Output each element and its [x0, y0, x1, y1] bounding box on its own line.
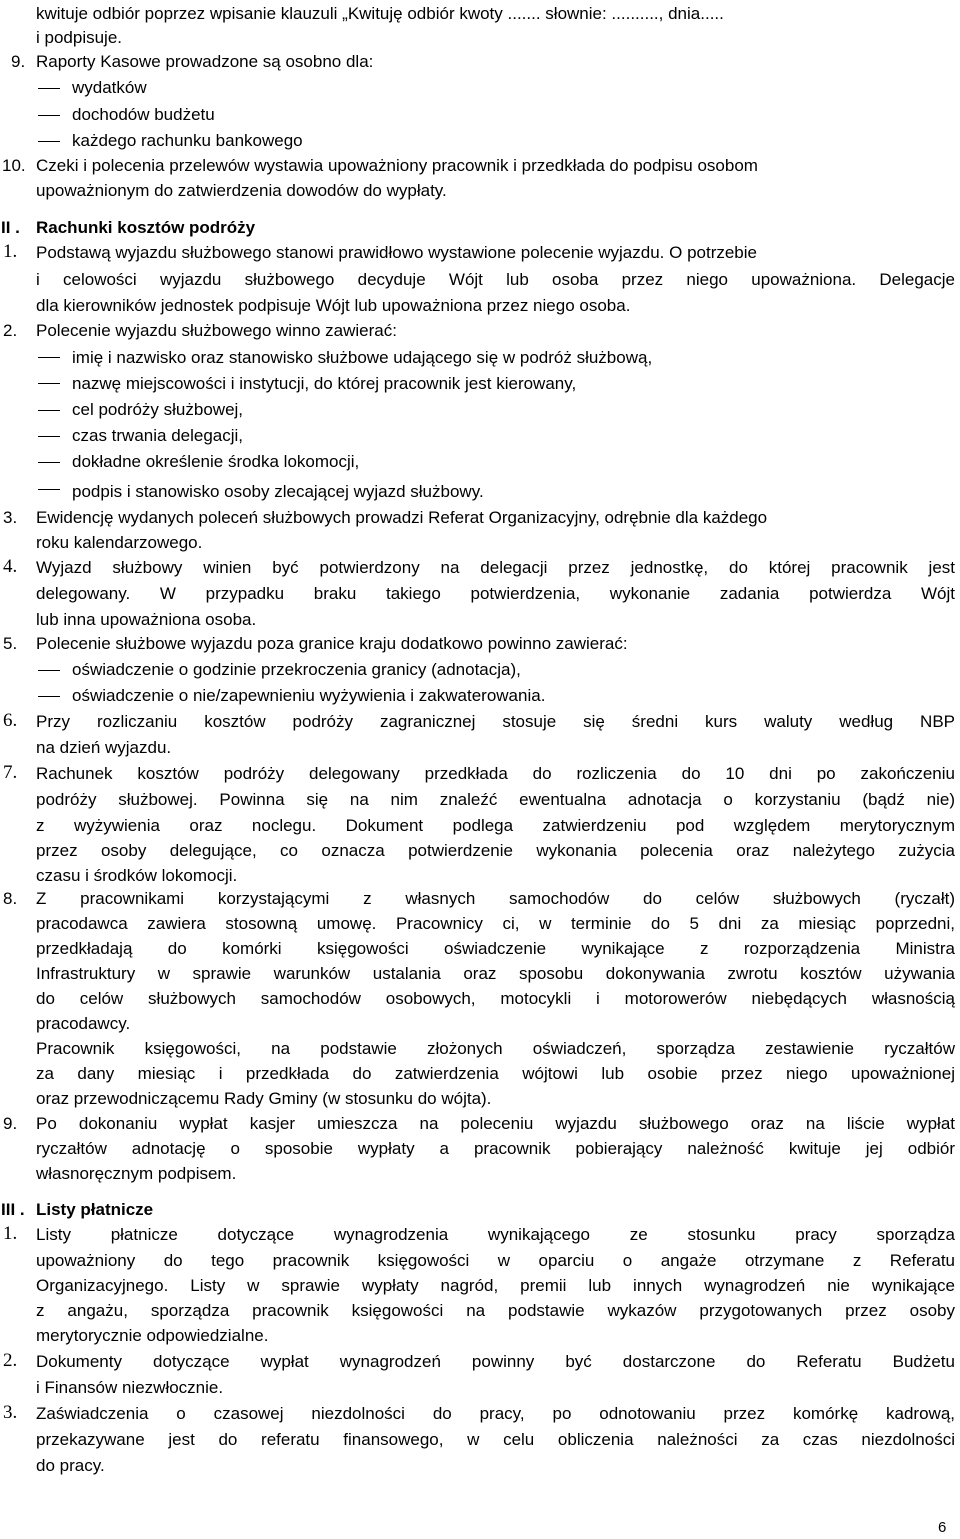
- text-line: Zaświadczenia o czasowej niezdolności do pracy, po odnotowaniu przez komórkę kadrową,: [36, 1404, 955, 1423]
- text-line: dla kierowników jednostek podpisuje Wójt lub upoważniona przez niego osoba.: [36, 296, 631, 315]
- text-line: Podstawą wyjazdu służbowego stanowi prawidłowo wystawione polecenie wyjazdu. O potrzebie: [36, 243, 757, 262]
- list-number: 9.: [11, 52, 26, 71]
- text-line: przekazywane jest do referatu finansowego, w celu obliczenia należności za czas niezdolności: [36, 1430, 955, 1449]
- text-line: Polecenie wyjazdu służbowego winno zawierać:: [36, 321, 397, 340]
- list-number: 1.: [3, 1223, 18, 1244]
- text-line: własnoręcznym podpisem.: [36, 1164, 237, 1183]
- section-number: III .: [1, 1200, 25, 1219]
- text-line: i podpisuje.: [36, 28, 123, 47]
- text-line: kwituje odbiór poprzez wpisanie klauzuli „Kwituję odbiór kwoty ....... słownie: .........., dnia.....: [36, 4, 724, 23]
- list-number: 3.: [3, 1402, 18, 1423]
- text-line: upoważniony do tego pracownik księgowości w oparciu o angaże otrzymane z Referatu: [36, 1251, 955, 1270]
- list-number: 2.: [3, 1350, 18, 1371]
- text-line: do pracy.: [36, 1456, 105, 1475]
- list-item: oświadczenie o nie/zapewnieniu wyżywienia i zakwaterowania.: [72, 686, 546, 705]
- text-line: Pracownik księgowości, na podstawie złożonych oświadczeń, sporządza zestawienie ryczałtów: [36, 1039, 955, 1058]
- text-line: delegowany. W przypadku braku takiego potwierdzenia, wykonanie zadania potwierdza Wójt: [36, 584, 955, 603]
- text-line: z wyżywienia oraz noclegu. Dokument podlega zatwierdzeniu pod względem merytorycznym: [36, 816, 955, 835]
- list-item: czas trwania delegacji,: [72, 426, 244, 445]
- list-number: 6.: [3, 710, 18, 731]
- text-line: Organizacyjnego. Listy w sprawie wypłaty nagród, premii lub innych wynagrodzeń nie wynikające: [36, 1276, 955, 1295]
- list-number: 4.: [3, 556, 18, 577]
- text-line: przedkładają do komórki księgowości oświadczenie wynikające z rozporządzenia Ministra: [36, 939, 955, 958]
- text-line: Dokumenty dotyczące wypłat wynagrodzeń powinny być dostarczone do Referatu Budżetu: [36, 1352, 955, 1371]
- list-item: nazwę miejscowości i instytucji, do której pracownik jest kierowany,: [72, 374, 577, 393]
- text-line: Ewidencję wydanych poleceń służbowych prowadzi Referat Organizacyjny, odrębnie dla każdego: [36, 508, 768, 527]
- text-line: pracodawca zawiera stosowną umowę. Pracownicy ci, w terminie do 5 dni za miesiąc poprzedni,: [36, 914, 955, 933]
- page-number: 6: [938, 1519, 947, 1536]
- dash-bullet: [38, 670, 60, 671]
- dash-bullet: [38, 462, 60, 463]
- text-line: upoważnionym do zatwierdzenia dowodów do wypłaty.: [36, 181, 447, 200]
- dash-bullet: [38, 383, 60, 384]
- text-line: podróży służbowej. Powinna się na nim znaleźć ewentualna adnotacja o korzystaniu (bądź nie): [36, 790, 955, 809]
- section-number: II .: [1, 218, 20, 237]
- list-number: 3.: [3, 508, 18, 527]
- section-heading: Rachunki kosztów podróży: [36, 218, 256, 237]
- text-line: Przy rozliczaniu kosztów podróży zagranicznej stosuje się średni kurs waluty według NBP: [36, 712, 955, 731]
- text-line: roku kalendarzowego.: [36, 533, 203, 552]
- text-line: oraz przewodniczącemu Rady Gminy (w stosunku do wójta).: [36, 1089, 492, 1108]
- dash-bullet: [38, 436, 60, 437]
- text-line: Polecenie służbowe wyjazdu poza granice kraju dodatkowo powinno zawierać:: [36, 634, 628, 653]
- text-line: z angażu, sporządza pracownik księgowości na podstawie wykazów przygotowanych przez osoby: [36, 1301, 955, 1320]
- text-line: ryczałtów adnotację o sposobie wypłaty a pracownik pobierający należność kwituje jej odbiór: [36, 1139, 955, 1158]
- list-item: każdego rachunku bankowego: [72, 131, 303, 150]
- list-number: 9.: [3, 1114, 18, 1133]
- dash-bullet: [38, 696, 60, 697]
- list-number: 8.: [3, 889, 18, 908]
- list-item: oświadczenie o godzinie przekroczenia granicy (adnotacja),: [72, 660, 521, 679]
- list-item: dochodów budżetu: [72, 105, 215, 124]
- text-line: przez osoby delegujące, co oznacza potwierdzenie wykonania polecenia oraz należytego zużycia: [36, 841, 955, 860]
- text-line: Raporty Kasowe prowadzone są osobno dla:: [36, 52, 374, 71]
- dash-bullet: [38, 410, 60, 411]
- list-item: imię i nazwisko oraz stanowisko służbowe udającego się w podróż służbową,: [72, 348, 653, 367]
- text-line: merytorycznie odpowiedzialne.: [36, 1326, 269, 1345]
- text-line: Rachunek kosztów podróży delegowany przedkłada do rozliczenia do 10 dni po zakończeniu: [36, 764, 955, 783]
- dash-bullet: [38, 141, 60, 142]
- text-line: Infrastruktury w sprawie warunków ustalania oraz sposobu dokonywania zwrotu kosztów używania: [36, 964, 955, 983]
- text-line: do celów służbowych samochodów osobowych, motocykli i motorowerów niebędących własnością: [36, 989, 955, 1008]
- text-line: Z pracownikami korzystającymi z własnych samochodów do celów służbowych (ryczałt): [36, 889, 955, 908]
- section-heading: Listy płatnicze: [36, 1200, 154, 1219]
- text-line: pracodawcy.: [36, 1014, 131, 1033]
- dash-bullet: [38, 115, 60, 116]
- text-line: i Finansów niezwłocznie.: [36, 1378, 224, 1397]
- text-line: za dany miesiąc i przedkłada do zatwierdzenia wójtowi lub osobie przez niego upoważnionej: [36, 1064, 955, 1083]
- dash-bullet: [38, 357, 60, 358]
- text-line: Listy płatnicze dotyczące wynagrodzenia wynikającego ze stosunku pracy sporządza: [36, 1225, 955, 1244]
- dash-bullet: [38, 489, 60, 490]
- list-item: cel podróży służbowej,: [72, 400, 244, 419]
- text-line: Po dokonaniu wypłat kasjer umieszcza na poleceniu wyjazdu służbowego oraz na liście wypłat: [36, 1114, 955, 1133]
- text-line: na dzień wyjazdu.: [36, 738, 172, 757]
- text-line: i celowości wyjazdu służbowego decyduje Wójt lub osoba przez niego upoważniona. Delegacje: [36, 270, 955, 289]
- dash-bullet: [38, 88, 60, 89]
- text-line: lub inna upoważniona osoba.: [36, 610, 257, 629]
- list-item: dokładne określenie środka lokomocji,: [72, 452, 360, 471]
- list-item: wydatków: [72, 78, 147, 97]
- text-line: Wyjazd służbowy winien być potwierdzony na delegacji przez jednostkę, do której pracownik jest: [36, 558, 955, 577]
- list-number: 1.: [3, 241, 18, 262]
- list-item: podpis i stanowisko osoby zlecającej wyjazd służbowy.: [72, 482, 484, 501]
- text-line: czasu i środków lokomocji.: [36, 866, 238, 885]
- text-line: Czeki i polecenia przelewów wystawia upoważniony pracownik i przedkłada do podpisu osobom: [36, 156, 758, 175]
- list-number: 5.: [3, 634, 18, 653]
- list-number: 2.: [3, 321, 18, 340]
- list-number: 10.: [2, 156, 26, 175]
- list-number: 7.: [3, 762, 18, 783]
